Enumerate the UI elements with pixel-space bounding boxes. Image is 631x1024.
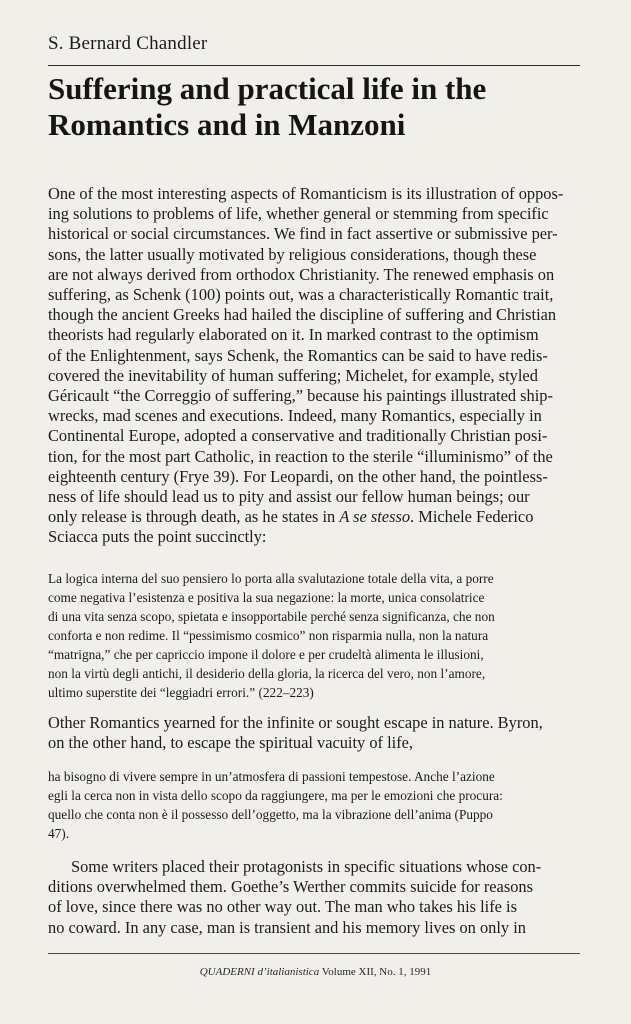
- quote-line: di una vita senza scopo, spietata e insopportabile perché senza significanza, che non: [48, 609, 495, 624]
- paragraph-intro: [48, 184, 581, 548]
- text-line: Continental Europe, adopted a conservative and traditionally Christian posi-: [48, 426, 548, 446]
- quote-line: egli la cerca non in vista dello scopo da raggiungere, ma per le emozioni che procura:: [48, 788, 503, 803]
- text-line: Géricault “the Correggio of suffering,” because his paintings illustrated ship-: [48, 386, 553, 406]
- header-rule: [48, 65, 580, 66]
- title-line: Romantics and in Manzoni: [48, 107, 406, 142]
- text-line: no coward. In any case, man is transient and his memory lives on only in: [48, 917, 526, 937]
- text-line: are not always derived from orthodox Christianity. The renewed emphasis on: [48, 264, 555, 284]
- quote-line: ha bisogno di vivere sempre in un’atmosfera di passioni tempestose. Anche l’azione: [48, 769, 495, 784]
- text-run: only release is through death, as he states in: [48, 507, 340, 527]
- work-title-italic: A se stesso: [339, 507, 411, 527]
- text-line: ness of life should lead us to pity and assist our fellow human beings; our: [48, 487, 530, 507]
- text-line: ing solutions to problems of life, whether general or stemming from specific: [48, 204, 549, 224]
- journal-footer: [0, 966, 631, 978]
- text-line: sons, the latter usually motivated by religious considerations, though these: [48, 244, 537, 264]
- paragraph-byron: [48, 713, 581, 753]
- text-line: tion, for the most part Catholic, in reaction to the sterile “illuminismo” of the: [48, 446, 553, 466]
- text-line: on the other hand, to escape the spiritual vacuity of life,: [48, 733, 414, 753]
- text-line: [48, 507, 581, 527]
- text-line: Sciacca puts the point succinctly:: [48, 527, 267, 547]
- quote-line: “matrigna,” che per capriccio impone il dolore e per crudeltà alimenta le illusioni,: [48, 647, 484, 662]
- text-line: Other Romantics yearned for the infinite or sought escape in nature. Byron,: [48, 713, 543, 732]
- quote-line: quello che conta non è il possesso dell’oggetto, ma la vibrazione dell’anima (Puppo: [48, 807, 493, 822]
- quote-line: ultimo superstite dei “leggiadri errori.” (222–223): [48, 685, 314, 700]
- article-title: [48, 71, 588, 143]
- text-line: covered the inevitability of human suffering; Michelet, for example, styled: [48, 365, 538, 385]
- text-line: ditions overwhelmed them. Goethe’s Werther commits suicide for reasons: [48, 877, 533, 897]
- journal-issue: Volume XII, No. 1, 1991: [321, 966, 432, 978]
- text-line: theorists had regularly elaborated on it. In marked contrast to the optimism: [48, 325, 539, 345]
- block-quote-puppo: [48, 767, 581, 843]
- text-line: historical or social circumstances. We find in fact assertive or submissive per-: [48, 224, 558, 244]
- text-line: suffering, as Schenk (100) points out, was a characteristically Romantic trait,: [48, 285, 554, 305]
- quote-line: come negativa l’esistenza e positiva la sua negazione: la morte, unica consolatrice: [48, 590, 485, 605]
- text-line: One of the most interesting aspects of Romanticism is its illustration of oppos-: [48, 184, 564, 203]
- journal-name: QUADERNI d’italianistica: [199, 966, 320, 978]
- quote-line: non la virtù degli antichi, il desiderio della gloria, la ricerca del vero, non l’amore,: [48, 666, 486, 681]
- title-line: Suffering and practical life in the: [48, 71, 487, 106]
- text-line: of the Enlightenment, says Schenk, the Romantics can be said to have redis-: [48, 345, 548, 365]
- text-run: . Michele Federico: [410, 507, 534, 527]
- quote-line: 47).: [48, 826, 70, 841]
- author-name: S. Bernard Chandler: [48, 33, 208, 54]
- paragraph-werther: [48, 857, 581, 938]
- footer-rule: [48, 953, 580, 954]
- quote-line: conforta e non redime. Il “pessimismo cosmico” non risparmia nulla, non la natura: [48, 628, 489, 643]
- block-quote-sciacca: [48, 569, 581, 702]
- text-line: eighteenth century (Frye 39). For Leopardi, on the other hand, the pointless-: [48, 466, 548, 486]
- quote-line: La logica interna del suo pensiero lo porta alla svalutazione totale della vita, a porre: [48, 571, 494, 586]
- text-line: wrecks, mad scenes and executions. Indeed, many Romantics, especially in: [48, 406, 542, 426]
- text-line: of love, since there was no other way out. The man who takes his life is: [48, 897, 517, 917]
- text-line: Some writers placed their protagonists in specific situations whose con-: [71, 857, 542, 876]
- text-line: though the ancient Greeks had hailed the discipline of suffering and Christian: [48, 305, 557, 325]
